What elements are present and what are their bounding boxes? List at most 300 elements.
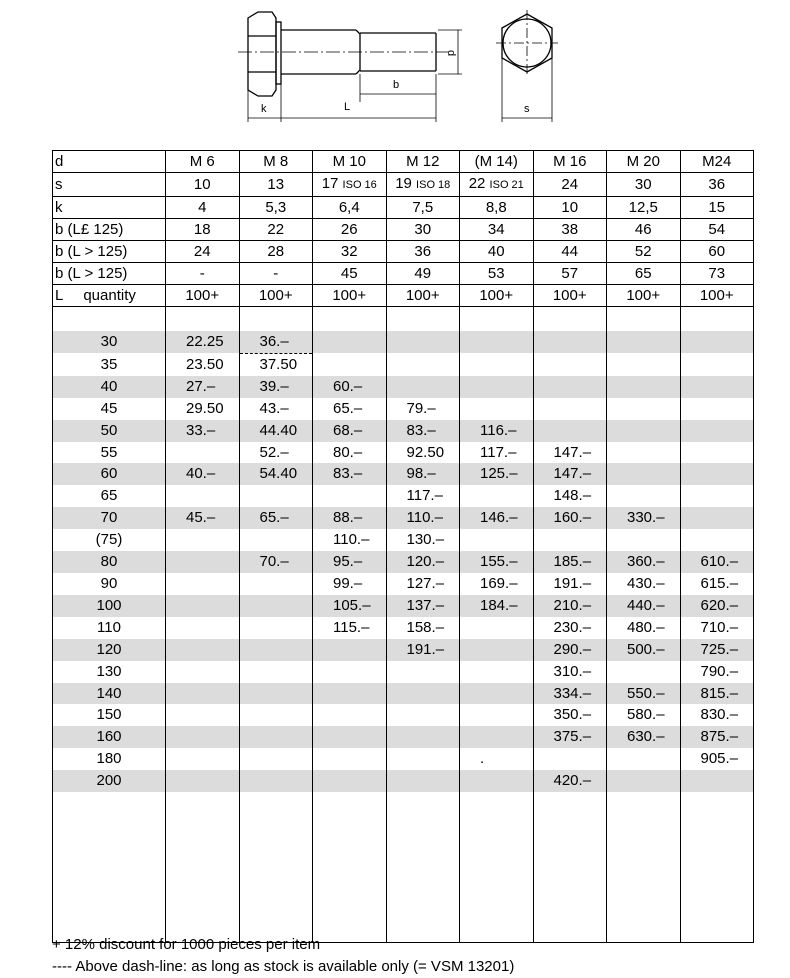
table-row — [53, 704, 754, 726]
price-cell — [680, 376, 754, 398]
length-cell: 50 — [53, 420, 166, 442]
price-cell: 95.– — [313, 551, 387, 573]
price-cell — [533, 529, 607, 551]
price-cell: 500.– — [607, 639, 681, 661]
length-cell: 150 — [53, 704, 166, 726]
price-cell — [386, 331, 460, 353]
empty-cell — [386, 792, 460, 943]
price-cell: 92.50 — [386, 442, 460, 464]
table-cell — [313, 173, 387, 197]
table-cell: 100+ — [533, 285, 607, 307]
price-cell — [460, 704, 534, 726]
table-cell: 8,8 — [460, 197, 534, 219]
length-cell: 100 — [53, 595, 166, 617]
price-cell — [607, 331, 681, 353]
price-cell: 22.25 — [166, 331, 240, 353]
price-cell — [533, 748, 607, 770]
price-cell — [313, 683, 387, 705]
price-cell — [533, 376, 607, 398]
table-row — [53, 617, 754, 639]
price-cell — [533, 353, 607, 375]
table-row — [53, 285, 754, 307]
price-cell: 120.– — [386, 551, 460, 573]
price-cell — [239, 529, 313, 551]
price-cell: 430.– — [607, 573, 681, 595]
table-cell: 100+ — [313, 285, 387, 307]
price-cell: 615.– — [680, 573, 754, 595]
price-cell: 36.– — [239, 331, 313, 353]
table-row — [53, 683, 754, 705]
length-cell: 65 — [53, 485, 166, 507]
price-cell: 43.– — [239, 398, 313, 420]
price-cell — [680, 398, 754, 420]
empty-cell — [533, 792, 607, 943]
price-cell: 191.– — [386, 639, 460, 661]
price-cell: 60.– — [313, 376, 387, 398]
column-header: (M 14) — [460, 151, 534, 173]
price-cell — [166, 595, 240, 617]
price-cell: 125.– — [460, 463, 534, 485]
price-cell: 98.– — [386, 463, 460, 485]
price-cell — [680, 442, 754, 464]
price-cell — [607, 420, 681, 442]
table-row — [53, 661, 754, 683]
table-cell: 44 — [533, 241, 607, 263]
price-cell — [386, 726, 460, 748]
price-cell — [166, 529, 240, 551]
price-cell — [680, 507, 754, 529]
length-cell: 35 — [53, 353, 166, 375]
column-header: M 12 — [386, 151, 460, 173]
price-cell: 54.40 — [239, 463, 313, 485]
price-cell — [460, 661, 534, 683]
column-header: M 20 — [607, 151, 681, 173]
price-cell: 45.– — [166, 507, 240, 529]
table-cell — [607, 173, 681, 197]
table-row — [53, 197, 754, 219]
price-cell: 65.– — [239, 507, 313, 529]
price-cell: 620.– — [680, 595, 754, 617]
price-cell — [460, 617, 534, 639]
table-cell: 12,5 — [607, 197, 681, 219]
iso-value: ISO 16 — [342, 179, 377, 191]
length-cell: 110 — [53, 617, 166, 639]
length-cell: 140 — [53, 683, 166, 705]
price-cell: 790.– — [680, 661, 754, 683]
table-row — [53, 595, 754, 617]
length-cell: 45 — [53, 398, 166, 420]
price-cell — [680, 770, 754, 792]
table-cell — [680, 173, 754, 197]
price-cell: 360.– — [607, 551, 681, 573]
column-header: M 6 — [166, 151, 240, 173]
price-cell: 146.– — [460, 507, 534, 529]
table-row — [53, 551, 754, 573]
table-row — [53, 770, 754, 792]
table-cell — [166, 173, 240, 197]
row-label: b (L > 125) — [53, 263, 166, 285]
price-cell — [239, 748, 313, 770]
row-label: k — [53, 197, 166, 219]
s-value: 17 — [321, 175, 339, 192]
row-label — [53, 285, 166, 307]
length-cell: 70 — [53, 507, 166, 529]
table-cell: 49 — [386, 263, 460, 285]
price-cell: 148.– — [533, 485, 607, 507]
price-cell — [166, 726, 240, 748]
price-cell — [607, 376, 681, 398]
price-cell: 44.40 — [239, 420, 313, 442]
price-cell: 630.– — [607, 726, 681, 748]
table-row — [53, 241, 754, 263]
price-cell: 110.– — [386, 507, 460, 529]
price-cell — [680, 463, 754, 485]
empty-cell — [239, 792, 313, 943]
price-cell — [166, 442, 240, 464]
price-cell: 334.– — [533, 683, 607, 705]
price-cell — [460, 529, 534, 551]
table-row — [53, 353, 754, 375]
table-row — [53, 398, 754, 420]
empty-cell — [680, 307, 754, 332]
table-row — [53, 573, 754, 595]
price-cell — [166, 617, 240, 639]
price-cell: 83.– — [313, 463, 387, 485]
price-cell — [166, 573, 240, 595]
table-cell: 60 — [680, 241, 754, 263]
price-cell — [533, 398, 607, 420]
length-label: L — [55, 287, 64, 304]
price-cell — [166, 639, 240, 661]
price-cell — [607, 485, 681, 507]
table-cell: 32 — [313, 241, 387, 263]
s-value: 30 — [634, 176, 652, 193]
table-cell: 7,5 — [386, 197, 460, 219]
table-cell: 36 — [386, 241, 460, 263]
price-cell: 116.– — [460, 420, 534, 442]
price-cell — [386, 353, 460, 375]
price-cell: 65.– — [313, 398, 387, 420]
price-cell — [607, 661, 681, 683]
price-cell: 185.– — [533, 551, 607, 573]
empty-cell — [607, 307, 681, 332]
price-cell — [386, 661, 460, 683]
table-cell: 100+ — [166, 285, 240, 307]
table-cell: 26 — [313, 219, 387, 241]
table-row — [53, 639, 754, 661]
price-cell: 117.– — [386, 485, 460, 507]
price-cell: 350.– — [533, 704, 607, 726]
price-cell — [239, 770, 313, 792]
s-value: 24 — [561, 176, 579, 193]
table-row — [53, 442, 754, 464]
price-cell — [680, 420, 754, 442]
price-cell: 710.– — [680, 617, 754, 639]
price-cell: 147.– — [533, 442, 607, 464]
empty-cell — [239, 307, 313, 332]
length-cell: 55 — [53, 442, 166, 464]
table-cell: 100+ — [239, 285, 313, 307]
s-value: 19 — [395, 175, 412, 192]
price-cell — [386, 704, 460, 726]
empty-cell — [53, 792, 166, 943]
iso-value: ISO 21 — [489, 179, 524, 191]
table-cell: 30 — [386, 219, 460, 241]
price-cell — [239, 726, 313, 748]
price-cell: 230.– — [533, 617, 607, 639]
table-row — [53, 307, 754, 332]
price-cell: 610.– — [680, 551, 754, 573]
price-cell: 110.– — [313, 529, 387, 551]
price-cell — [239, 683, 313, 705]
length-cell: 60 — [53, 463, 166, 485]
price-cell — [386, 770, 460, 792]
price-cell — [239, 595, 313, 617]
price-cell: 88.– — [313, 507, 387, 529]
row-label: s — [53, 173, 166, 197]
price-cell — [313, 726, 387, 748]
price-cell — [607, 398, 681, 420]
table-cell: 24 — [166, 241, 240, 263]
length-cell: 120 — [53, 639, 166, 661]
row-label: b (L£ 125) — [53, 219, 166, 241]
price-cell: 105.– — [313, 595, 387, 617]
dim-label-k: k — [261, 103, 267, 115]
table-row — [53, 529, 754, 551]
price-cell — [166, 704, 240, 726]
price-cell: 290.– — [533, 639, 607, 661]
table-cell: 100+ — [607, 285, 681, 307]
price-cell: 127.– — [386, 573, 460, 595]
table-cell — [460, 173, 534, 197]
price-cell: 905.– — [680, 748, 754, 770]
price-cell: 40.– — [166, 463, 240, 485]
row-label: d — [53, 151, 166, 173]
empty-cell — [166, 307, 240, 332]
price-cell: 480.– — [607, 617, 681, 639]
s-value: 13 — [267, 176, 285, 193]
table-cell — [239, 173, 313, 197]
table-row — [53, 331, 754, 353]
price-cell — [460, 353, 534, 375]
price-cell — [313, 770, 387, 792]
price-cell — [607, 442, 681, 464]
table-cell: - — [166, 263, 240, 285]
table-cell: 46 — [607, 219, 681, 241]
price-cell — [607, 748, 681, 770]
iso-value: ISO 18 — [416, 179, 451, 191]
price-cell: 875.– — [680, 726, 754, 748]
empty-cell — [460, 307, 534, 332]
price-cell: 815.– — [680, 683, 754, 705]
footer-dashline-note: ---- Above dash-line: as long as stock is available only (= VSM 13201) — [52, 958, 515, 975]
price-cell — [607, 463, 681, 485]
price-cell — [386, 376, 460, 398]
price-cell — [607, 770, 681, 792]
column-header: M 8 — [239, 151, 313, 173]
column-header: M 16 — [533, 151, 607, 173]
table-row — [53, 420, 754, 442]
price-cell: 117.– — [460, 442, 534, 464]
empty-cell — [53, 307, 166, 332]
price-cell — [239, 573, 313, 595]
price-cell: 191.– — [533, 573, 607, 595]
price-cell: 725.– — [680, 639, 754, 661]
length-cell: 80 — [53, 551, 166, 573]
price-cell: 147.– — [533, 463, 607, 485]
table-cell: 73 — [680, 263, 754, 285]
table-cell: 100+ — [386, 285, 460, 307]
price-cell: 23.50 — [166, 353, 240, 375]
table-row — [53, 485, 754, 507]
length-cell: 40 — [53, 376, 166, 398]
price-cell — [680, 529, 754, 551]
price-cell — [239, 704, 313, 726]
table-cell: 38 — [533, 219, 607, 241]
length-cell: 30 — [53, 331, 166, 353]
length-cell: 130 — [53, 661, 166, 683]
table-cell: 28 — [239, 241, 313, 263]
dim-label-L: L — [344, 101, 351, 113]
footer-discount-note: + 12% discount for 1000 pieces per item — [52, 936, 321, 953]
empty-cell — [680, 792, 754, 943]
price-cell — [313, 331, 387, 353]
price-cell: 29.50 — [166, 398, 240, 420]
empty-cell — [460, 792, 534, 943]
price-cell — [460, 726, 534, 748]
price-cell — [460, 639, 534, 661]
price-cell — [166, 748, 240, 770]
price-cell — [166, 683, 240, 705]
table-cell: 65 — [607, 263, 681, 285]
price-cell — [239, 617, 313, 639]
s-value: 10 — [193, 176, 211, 193]
price-cell — [460, 398, 534, 420]
price-cell: 68.– — [313, 420, 387, 442]
table-cell — [386, 173, 460, 197]
price-cell — [533, 331, 607, 353]
price-cell — [166, 485, 240, 507]
price-cell — [313, 661, 387, 683]
table-row — [53, 726, 754, 748]
price-cell: 99.– — [313, 573, 387, 595]
empty-cell — [313, 792, 387, 943]
price-cell — [460, 376, 534, 398]
table-row — [53, 376, 754, 398]
price-cell: . — [460, 748, 534, 770]
table-cell: 5,3 — [239, 197, 313, 219]
bolt-dimension-drawing — [238, 6, 578, 126]
length-cell: 200 — [53, 770, 166, 792]
price-cell — [460, 331, 534, 353]
price-cell: 155.– — [460, 551, 534, 573]
price-cell — [313, 704, 387, 726]
price-cell — [460, 683, 534, 705]
table-cell — [533, 173, 607, 197]
price-cell — [166, 551, 240, 573]
price-cell: 160.– — [533, 507, 607, 529]
price-cell — [166, 661, 240, 683]
price-cell: 210.– — [533, 595, 607, 617]
table-cell: 57 — [533, 263, 607, 285]
length-cell: (75) — [53, 529, 166, 551]
empty-cell — [166, 792, 240, 943]
quantity-label: quantity — [83, 287, 136, 304]
price-cell: 158.– — [386, 617, 460, 639]
price-cell — [313, 353, 387, 375]
table-row — [53, 173, 754, 197]
price-cell — [313, 639, 387, 661]
table-cell: 15 — [680, 197, 754, 219]
price-cell — [460, 485, 534, 507]
price-cell: 115.– — [313, 617, 387, 639]
column-header: M24 — [680, 151, 754, 173]
table-cell: 100+ — [680, 285, 754, 307]
row-label: b (L > 125) — [53, 241, 166, 263]
table-cell: 4 — [166, 197, 240, 219]
empty-cell — [607, 792, 681, 943]
price-cell: 52.– — [239, 442, 313, 464]
price-cell — [239, 485, 313, 507]
dim-label-b: b — [393, 79, 400, 91]
table-cell: - — [239, 263, 313, 285]
price-cell — [607, 529, 681, 551]
length-cell: 160 — [53, 726, 166, 748]
price-cell: 27.– — [166, 376, 240, 398]
price-cell: 130.– — [386, 529, 460, 551]
price-cell — [239, 661, 313, 683]
column-header: M 10 — [313, 151, 387, 173]
price-cell: 39.– — [239, 376, 313, 398]
price-cell — [533, 420, 607, 442]
table-cell: 6,4 — [313, 197, 387, 219]
price-cell — [313, 748, 387, 770]
dim-label-s: s — [524, 103, 530, 115]
price-cell: 169.– — [460, 573, 534, 595]
price-cell: 330.– — [607, 507, 681, 529]
price-cell — [166, 770, 240, 792]
price-cell: 440.– — [607, 595, 681, 617]
dim-label-d: d — [445, 50, 457, 57]
empty-cell — [386, 307, 460, 332]
table-cell: 53 — [460, 263, 534, 285]
price-cell — [386, 748, 460, 770]
length-cell: 90 — [53, 573, 166, 595]
table-row — [53, 792, 754, 943]
price-cell: 830.– — [680, 704, 754, 726]
price-cell: 420.– — [533, 770, 607, 792]
price-cell: 37.50 — [239, 353, 313, 375]
empty-cell — [533, 307, 607, 332]
table-cell: 18 — [166, 219, 240, 241]
price-cell: 310.– — [533, 661, 607, 683]
table-cell: 10 — [533, 197, 607, 219]
bolt-price-table — [52, 150, 754, 943]
price-cell: 80.– — [313, 442, 387, 464]
price-cell — [460, 770, 534, 792]
table-row — [53, 219, 754, 241]
table-row — [53, 151, 754, 173]
s-value: 36 — [708, 176, 726, 193]
table-row — [53, 463, 754, 485]
empty-cell — [313, 307, 387, 332]
price-cell — [680, 353, 754, 375]
price-cell — [239, 639, 313, 661]
price-cell: 137.– — [386, 595, 460, 617]
price-cell: 184.– — [460, 595, 534, 617]
price-cell — [680, 331, 754, 353]
table-row — [53, 748, 754, 770]
